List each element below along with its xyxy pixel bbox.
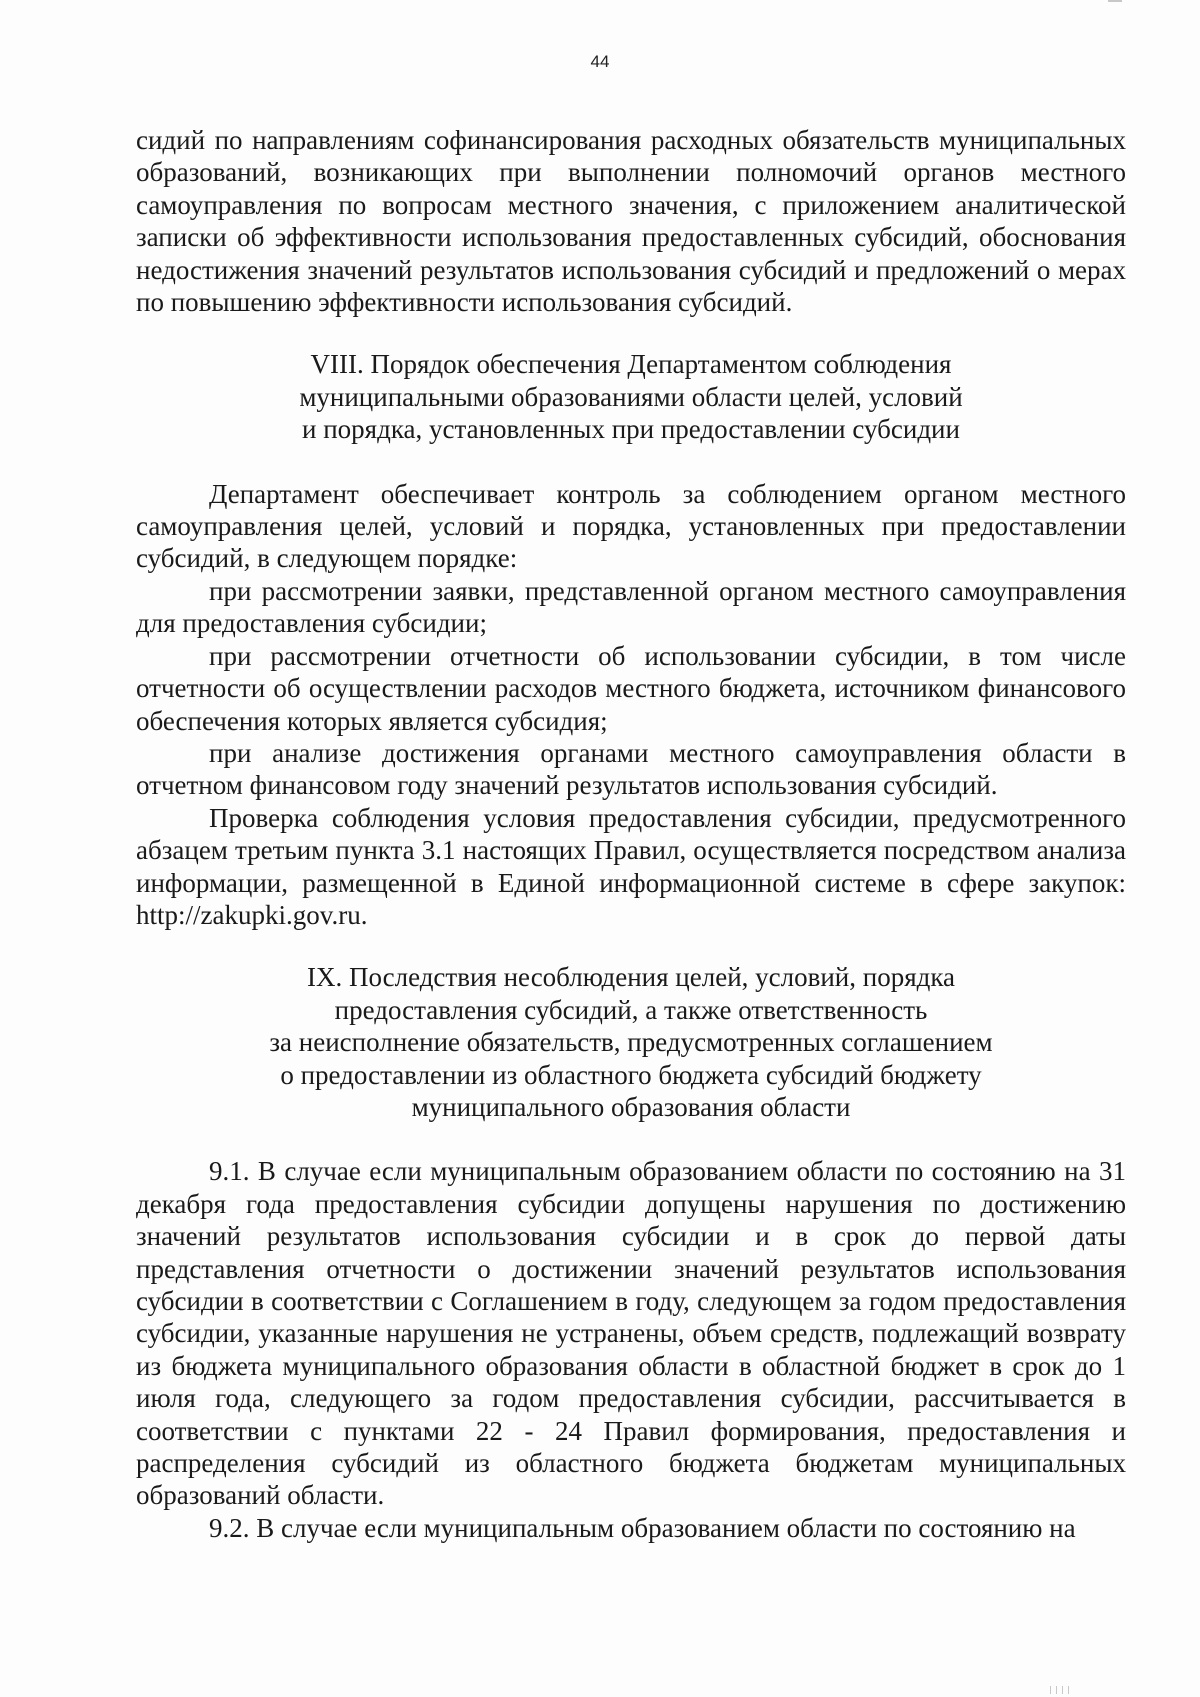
scan-artifact [1108, 0, 1122, 2]
heading-line: IX. Последствия несоблюдения целей, условий, порядка [306, 962, 956, 993]
heading-line: о предоставлении из областного бюджета субсидий бюджету [280, 1059, 982, 1090]
paragraph-continuation: сидий по направлениям софинансирования расходных обязательств муниципальных образований, возникающих при выполнении полномочий органов местного самоуправления по вопросам местного значения, с приложением аналитической записки об эффективности использования предоставленных субсидий, обоснования недостижения значений результатов использования субсидий и предложений о мерах по повышению эффективности использования субсидий. [136, 125, 1126, 318]
heading-line: за неисполнение обязательств, предусмотренных соглашением [269, 1027, 993, 1058]
paragraph: 9.1. В случае если муниципальным образованием области по состоянию на 31 декабря года предоставления субсидии допущены нарушения по достижению значений результатов использования субсидии и в срок до первой даты представления отчетности о достижении значений результатов использования субсидии в соответствии с Соглашением в году, следующем за годом предоставления субсидии, указанные нарушения не устранены, объем средств, подлежащий возврату из бюджета муниципального образования области в областной бюджет в срок до 1 июля года, следующего за годом предоставления субсидии, рассчитывается в соответствии с пунктами 22 - 24 Правил формирования, предоставления и распределения субсидий из областного бюджета бюджетам муниципальных образований области. [136, 1156, 1126, 1511]
heading-line: муниципальными образованиями области целей, условий [299, 381, 963, 412]
spacer [136, 931, 1126, 961]
heading-line: предоставления субсидий, а также ответственность [334, 994, 928, 1025]
heading-line: и порядка, установленных при предоставлении субсидии [302, 414, 960, 445]
heading-line: муниципального образования области [411, 1091, 851, 1122]
spacer [136, 318, 1126, 348]
spacer [136, 446, 1126, 478]
scan-artifact [1068, 1686, 1069, 1694]
scan-artifact [1062, 1686, 1063, 1694]
spacer [136, 1123, 1126, 1155]
paragraph: Департамент обеспечивает контроль за соблюдением органом местного самоуправления целей, условий и порядка, установленных при предоставлении субсидий, в следующем порядке: [136, 478, 1126, 574]
page-number: 44 [590, 52, 610, 71]
scan-artifact [1056, 1686, 1057, 1694]
paragraph: Проверка соблюдения условия предоставления субсидии, предусмотренного абзацем третьим пункта 3.1 настоящих Правил, осуществляется посредством анализа информации, размещенной в Единой информационной системе в сфере закупок: http://zakupki.gov.ru. [136, 802, 1126, 930]
paragraph: при рассмотрении заявки, представленной органом местного самоуправления для предоставления субсидии; [136, 575, 1126, 639]
scan-artifact [1050, 1686, 1051, 1694]
document-body [136, 124, 1126, 1544]
paragraph: 9.2. В случае если муниципальным образованием области по состоянию на [209, 1512, 1076, 1543]
section-heading-ix [251, 961, 1011, 1123]
paragraph: при анализе достижения органами местного самоуправления области в отчетном финансовом году значений результатов использования субсидий. [136, 737, 1126, 801]
paragraph: при рассмотрении отчетности об использовании субсидии, в том числе отчетности об осуществлении расходов местного бюджета, источником финансового обеспечения которых является субсидия; [136, 640, 1126, 736]
heading-line: VIII. Порядок обеспечения Департаментом соблюдения [310, 349, 952, 380]
section-heading-viii [251, 348, 1011, 445]
